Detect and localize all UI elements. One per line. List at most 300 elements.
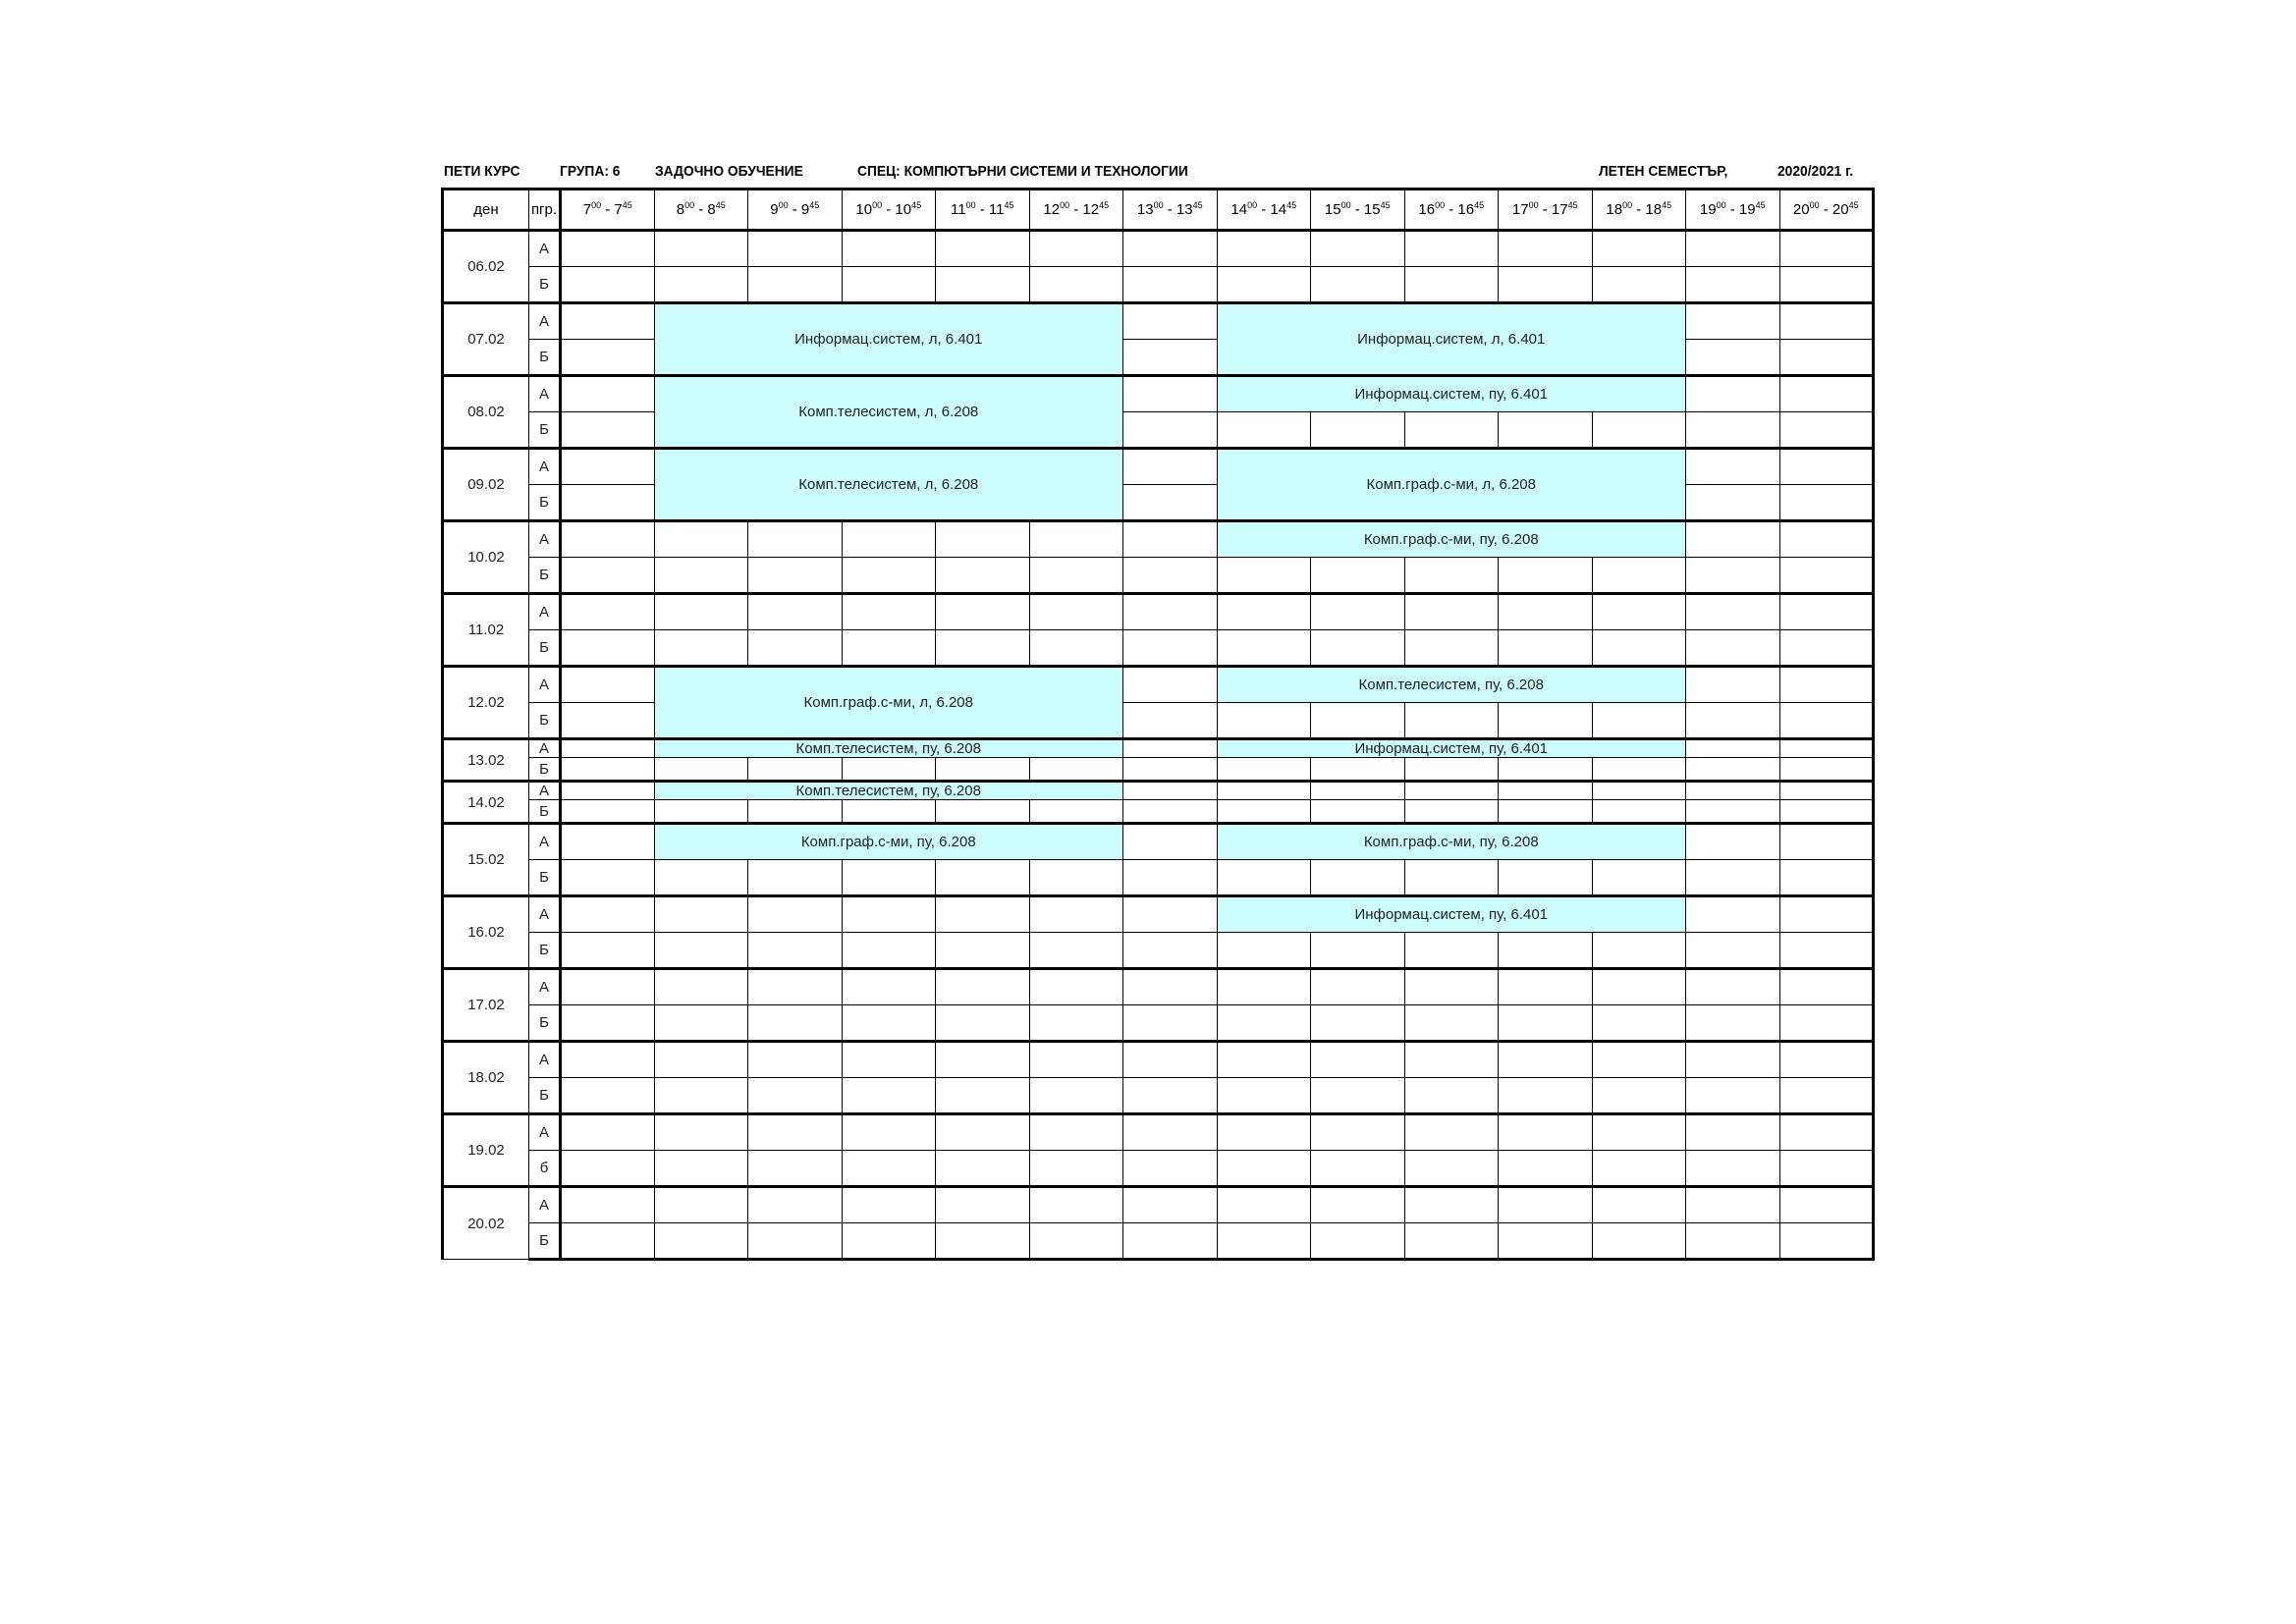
slot-cell (1123, 558, 1218, 594)
lesson-block: Комп.граф.с-ми, пу, 6.208 (654, 824, 1123, 860)
time-h2: 11 (988, 201, 1005, 218)
slot-cell (1029, 521, 1123, 558)
slot-cell (1779, 485, 1874, 521)
day-cell: 17.02 (443, 969, 529, 1042)
schedule-row-b (443, 933, 1874, 969)
time-h1: 9 (770, 201, 779, 218)
slot-cell (1029, 558, 1123, 594)
slot-cell (1686, 667, 1780, 703)
slot-cell (1217, 933, 1311, 969)
slot-cell (842, 758, 936, 782)
slot-cell (748, 558, 843, 594)
slot-cell (561, 303, 655, 340)
slot-cell (936, 1151, 1030, 1187)
slot-cell (936, 1187, 1030, 1223)
slot-cell (1779, 1078, 1874, 1114)
day-cell: 09.02 (443, 449, 529, 521)
header-course: ПЕТИ КУРС (444, 163, 520, 180)
slot-cell (1311, 1187, 1405, 1223)
slot-cell (561, 630, 655, 667)
slot-cell (1686, 782, 1780, 800)
slot-cell (1123, 1042, 1218, 1078)
schedule-row-b (443, 267, 1874, 303)
time-m1: 00 (1340, 200, 1351, 210)
time-m1: 00 (591, 200, 602, 210)
slot-cell (561, 1042, 655, 1078)
slot-cell (748, 1042, 843, 1078)
slot-cell (748, 594, 843, 630)
slot-cell (1404, 1223, 1499, 1260)
schedule-row-a (443, 782, 1874, 800)
slot-cell (1686, 594, 1780, 630)
slot-cell (1592, 1042, 1686, 1078)
slot-cell (1029, 1187, 1123, 1223)
time-slot-header: $10^{00} - 10^{45}$ (842, 189, 936, 231)
schedule-row-b (443, 1078, 1874, 1114)
schedule-row-a (443, 303, 1874, 340)
slot-cell (1311, 558, 1405, 594)
slot-cell (1592, 630, 1686, 667)
slot-cell (1686, 412, 1780, 449)
header-spec: СПЕЦ: КОМПЮТЪРНИ СИСТЕМИ И ТЕХНОЛОГИИ (857, 163, 1188, 180)
time-slot-header: $20^{00} - 20^{45}$ (1779, 189, 1874, 231)
slot-cell (936, 1114, 1030, 1151)
time-slot-header: $8^{00} - 8^{45}$ (654, 189, 748, 231)
subgroup-cell: Б (529, 1005, 561, 1042)
slot-cell (1311, 1042, 1405, 1078)
slot-cell (1029, 1005, 1123, 1042)
time-h1: 18 (1606, 201, 1623, 218)
slot-cell (936, 558, 1030, 594)
slot-cell (1686, 267, 1780, 303)
slot-cell (1592, 1187, 1686, 1223)
time-slot-header: $12^{00} - 12^{45}$ (1029, 189, 1123, 231)
subgroup-cell: А (529, 896, 561, 933)
slot-cell (936, 231, 1030, 267)
lesson-block: Комп.телесистем, л, 6.208 (654, 449, 1123, 521)
schedule-row-a (443, 896, 1874, 933)
slot-cell (654, 1151, 748, 1187)
slot-cell (1686, 303, 1780, 340)
subgroup-cell: Б (529, 412, 561, 449)
slot-cell (1311, 267, 1405, 303)
slot-cell (1217, 630, 1311, 667)
slot-cell (654, 1078, 748, 1114)
slot-cell (1029, 860, 1123, 896)
slot-cell (1592, 231, 1686, 267)
slot-cell (1217, 1114, 1311, 1151)
slot-cell (1499, 594, 1593, 630)
slot-cell (1123, 800, 1218, 824)
slot-cell (1499, 860, 1593, 896)
subgroup-cell: А (529, 594, 561, 630)
time-h2: 19 (1738, 201, 1756, 218)
slot-cell (748, 1223, 843, 1260)
slot-cell (654, 933, 748, 969)
time-h1: 16 (1418, 201, 1436, 218)
time-m2: 45 (809, 200, 820, 210)
slot-cell (842, 800, 936, 824)
time-h1: 11 (950, 201, 966, 218)
slot-cell (1592, 703, 1686, 739)
slot-cell (654, 758, 748, 782)
slot-cell (1499, 703, 1593, 739)
slot-cell (1779, 703, 1874, 739)
slot-cell (1779, 1005, 1874, 1042)
slot-cell (654, 594, 748, 630)
slot-cell (561, 521, 655, 558)
slot-cell (561, 703, 655, 739)
slot-cell (1123, 758, 1218, 782)
slot-cell (936, 758, 1030, 782)
time-m1: 00 (1060, 200, 1070, 210)
slot-cell (561, 340, 655, 376)
day-cell: 10.02 (443, 521, 529, 594)
header-mode: ЗАДОЧНО ОБУЧЕНИЕ (655, 163, 803, 180)
slot-cell (1686, 449, 1780, 485)
slot-cell (654, 1187, 748, 1223)
schedule-row-b (443, 630, 1874, 667)
slot-cell (1404, 1187, 1499, 1223)
slot-cell (561, 782, 655, 800)
slot-cell (1592, 758, 1686, 782)
slot-cell (1499, 758, 1593, 782)
slot-cell (1311, 1223, 1405, 1260)
slot-cell (1123, 782, 1218, 800)
slot-cell (1686, 558, 1780, 594)
slot-cell (1499, 969, 1593, 1005)
slot-cell (748, 1114, 843, 1151)
slot-cell (1404, 860, 1499, 896)
time-slot-header: $11^{00} - 11^{45}$ (936, 189, 1030, 231)
slot-cell (1686, 703, 1780, 739)
slot-cell (842, 267, 936, 303)
subgroup-cell: А (529, 969, 561, 1005)
slot-cell (1779, 933, 1874, 969)
slot-cell (1779, 1223, 1874, 1260)
subgroup-cell: А (529, 739, 561, 758)
slot-cell (1592, 594, 1686, 630)
slot-cell (1779, 896, 1874, 933)
slot-cell (1686, 824, 1780, 860)
lesson-block: Комп.граф.с-ми, л, 6.208 (654, 667, 1123, 739)
slot-cell (842, 1078, 936, 1114)
slot-cell (1123, 739, 1218, 758)
slot-cell (936, 860, 1030, 896)
slot-cell (561, 376, 655, 412)
slot-cell (842, 1187, 936, 1223)
slot-cell (1404, 933, 1499, 969)
slot-cell (1499, 1042, 1593, 1078)
slot-cell (1779, 412, 1874, 449)
lesson-block: Комп.телесистем, пу, 6.208 (1217, 667, 1686, 703)
slot-cell (1686, 1005, 1780, 1042)
slot-cell (1686, 1114, 1780, 1151)
slot-cell (1217, 1005, 1311, 1042)
time-slot-header: $19^{00} - 19^{45}$ (1686, 189, 1780, 231)
schedule-row-a (443, 594, 1874, 630)
time-slot-header: $15^{00} - 15^{45}$ (1311, 189, 1405, 231)
schedule-row-a (443, 739, 1874, 758)
schedule-row-a (443, 449, 1874, 485)
day-cell: 13.02 (443, 739, 529, 782)
slot-cell (1779, 630, 1874, 667)
lesson-block: Комп.граф.с-ми, л, 6.208 (1217, 449, 1686, 521)
slot-cell (1217, 1042, 1311, 1078)
time-m2: 45 (1474, 200, 1485, 210)
slot-cell (748, 969, 843, 1005)
time-m1: 00 (1247, 200, 1258, 210)
slot-cell (1499, 800, 1593, 824)
schedule-row-b (443, 558, 1874, 594)
slot-cell (1499, 1151, 1593, 1187)
subgroup-column-header: пгр. (529, 189, 561, 231)
schedule-row-a (443, 667, 1874, 703)
time-h2: 10 (895, 201, 912, 218)
slot-cell (1686, 485, 1780, 521)
slot-cell (1686, 630, 1780, 667)
slot-cell (1499, 267, 1593, 303)
slot-cell (1779, 824, 1874, 860)
slot-cell (1686, 1187, 1780, 1223)
subgroup-cell: Б (529, 800, 561, 824)
slot-cell (748, 933, 843, 969)
slot-cell (1404, 630, 1499, 667)
slot-cell (842, 969, 936, 1005)
time-m1: 00 (872, 200, 883, 210)
slot-cell (1592, 969, 1686, 1005)
slot-cell (1029, 594, 1123, 630)
slot-cell (561, 739, 655, 758)
slot-cell (1779, 969, 1874, 1005)
time-m2: 45 (622, 200, 632, 210)
slot-cell (748, 521, 843, 558)
header-group: ГРУПА: 6 (560, 163, 621, 180)
slot-cell (1123, 1114, 1218, 1151)
slot-cell (561, 758, 655, 782)
slot-cell (561, 485, 655, 521)
slot-cell (1779, 376, 1874, 412)
time-m1: 00 (684, 200, 695, 210)
slot-cell (1686, 1078, 1780, 1114)
slot-cell (1404, 412, 1499, 449)
time-m2: 45 (911, 200, 922, 210)
time-m2: 45 (1848, 200, 1859, 210)
subgroup-cell: Б (529, 558, 561, 594)
slot-cell (654, 630, 748, 667)
time-h2: 18 (1645, 201, 1663, 218)
slot-cell (1404, 231, 1499, 267)
subgroup-cell: б (529, 1151, 561, 1187)
time-h1: 15 (1324, 201, 1341, 218)
slot-cell (1499, 1005, 1593, 1042)
slot-cell (1311, 231, 1405, 267)
slot-cell (1499, 782, 1593, 800)
subgroup-cell: А (529, 521, 561, 558)
slot-cell (1123, 340, 1218, 376)
slot-cell (936, 969, 1030, 1005)
schedule-row-b (443, 1223, 1874, 1260)
slot-cell (1779, 303, 1874, 340)
schedule-row-a (443, 231, 1874, 267)
slot-cell (1029, 1078, 1123, 1114)
schedule-row-b (443, 800, 1874, 824)
slot-cell (1029, 267, 1123, 303)
subgroup-cell: А (529, 1042, 561, 1078)
time-m2: 45 (1286, 200, 1297, 210)
slot-cell (1592, 558, 1686, 594)
slot-cell (1123, 667, 1218, 703)
slot-cell (1123, 969, 1218, 1005)
time-m1: 00 (965, 200, 976, 210)
slot-cell (1217, 758, 1311, 782)
slot-cell (1123, 1151, 1218, 1187)
slot-cell (1404, 1151, 1499, 1187)
slot-cell (1592, 860, 1686, 896)
time-slot-header: $17^{00} - 17^{45}$ (1499, 189, 1593, 231)
schedule-row-a (443, 824, 1874, 860)
slot-cell (842, 860, 936, 896)
time-m1: 00 (1528, 200, 1539, 210)
slot-cell (1217, 1151, 1311, 1187)
slot-cell (1311, 860, 1405, 896)
slot-cell (1311, 969, 1405, 1005)
slot-cell (842, 1114, 936, 1151)
time-slot-header: $18^{00} - 18^{45}$ (1592, 189, 1686, 231)
slot-cell (1123, 1005, 1218, 1042)
schedule-row-b (443, 1151, 1874, 1187)
time-m1: 00 (1435, 200, 1446, 210)
slot-cell (1592, 800, 1686, 824)
time-h1: 17 (1511, 201, 1529, 218)
slot-cell (1779, 860, 1874, 896)
time-m1: 00 (1809, 200, 1820, 210)
day-cell: 20.02 (443, 1187, 529, 1260)
slot-cell (936, 630, 1030, 667)
slot-cell (1592, 933, 1686, 969)
slot-cell (1499, 1078, 1593, 1114)
slot-cell (1499, 558, 1593, 594)
slot-cell (1311, 630, 1405, 667)
subgroup-cell: Б (529, 933, 561, 969)
time-h2: 13 (1175, 201, 1193, 218)
slot-cell (1592, 1114, 1686, 1151)
day-cell: 08.02 (443, 376, 529, 449)
slot-cell (1123, 1223, 1218, 1260)
slot-cell (1029, 896, 1123, 933)
lesson-block: Комп.телесистем, пу, 6.208 (654, 739, 1123, 758)
slot-cell (1404, 1005, 1499, 1042)
day-cell: 06.02 (443, 231, 529, 303)
slot-cell (842, 896, 936, 933)
slot-cell (1404, 758, 1499, 782)
slot-cell (1123, 896, 1218, 933)
time-slot-header: $14^{00} - 14^{45}$ (1217, 189, 1311, 231)
subgroup-cell: А (529, 376, 561, 412)
slot-cell (1029, 969, 1123, 1005)
slot-cell (561, 969, 655, 1005)
subgroup-cell: А (529, 231, 561, 267)
time-m1: 00 (778, 200, 789, 210)
slot-cell (561, 558, 655, 594)
slot-cell (1311, 703, 1405, 739)
subgroup-cell: А (529, 1114, 561, 1151)
time-h1: 8 (676, 201, 685, 218)
subgroup-cell: А (529, 824, 561, 860)
slot-cell (1029, 231, 1123, 267)
schedule-row-a (443, 1187, 1874, 1223)
slot-cell (1779, 340, 1874, 376)
day-column-header: ден (443, 189, 529, 231)
slot-cell (936, 896, 1030, 933)
time-h2: 17 (1551, 201, 1568, 218)
slot-cell (561, 860, 655, 896)
slot-cell (936, 1042, 1030, 1078)
slot-cell (561, 594, 655, 630)
time-h2: 14 (1270, 201, 1287, 218)
slot-cell (1217, 969, 1311, 1005)
slot-cell (1123, 521, 1218, 558)
slot-cell (1217, 703, 1311, 739)
slot-cell (1592, 412, 1686, 449)
slot-cell (748, 1005, 843, 1042)
slot-cell (1029, 933, 1123, 969)
slot-cell (1686, 739, 1780, 758)
slot-cell (1404, 1114, 1499, 1151)
slot-cell (1779, 231, 1874, 267)
slot-cell (1779, 521, 1874, 558)
slot-cell (1404, 782, 1499, 800)
schedule-row-a (443, 1042, 1874, 1078)
time-m2: 45 (1755, 200, 1766, 210)
slot-cell (1029, 1223, 1123, 1260)
slot-cell (654, 1114, 748, 1151)
slot-cell (842, 594, 936, 630)
slot-cell (1123, 449, 1218, 485)
slot-cell (1779, 1114, 1874, 1151)
slot-cell (1123, 630, 1218, 667)
slot-cell (1217, 558, 1311, 594)
slot-cell (561, 267, 655, 303)
slot-cell (842, 1042, 936, 1078)
slot-cell (1311, 594, 1405, 630)
subgroup-cell: А (529, 1187, 561, 1223)
slot-cell (1029, 630, 1123, 667)
schedule-header-row (443, 189, 1874, 231)
slot-cell (654, 1223, 748, 1260)
time-m1: 00 (1622, 200, 1633, 210)
slot-cell (561, 231, 655, 267)
slot-cell (561, 1078, 655, 1114)
slot-cell (561, 824, 655, 860)
time-m2: 45 (1662, 200, 1672, 210)
slot-cell (748, 231, 843, 267)
slot-cell (1779, 1187, 1874, 1223)
time-h1: 7 (582, 201, 592, 218)
slot-cell (748, 267, 843, 303)
slot-cell (561, 412, 655, 449)
slot-cell (1311, 1151, 1405, 1187)
slot-cell (1217, 860, 1311, 896)
slot-cell (654, 896, 748, 933)
time-m1: 00 (1153, 200, 1164, 210)
slot-cell (561, 667, 655, 703)
slot-cell (561, 1005, 655, 1042)
slot-cell (561, 1114, 655, 1151)
day-cell: 18.02 (443, 1042, 529, 1114)
day-cell: 19.02 (443, 1114, 529, 1187)
slot-cell (654, 800, 748, 824)
